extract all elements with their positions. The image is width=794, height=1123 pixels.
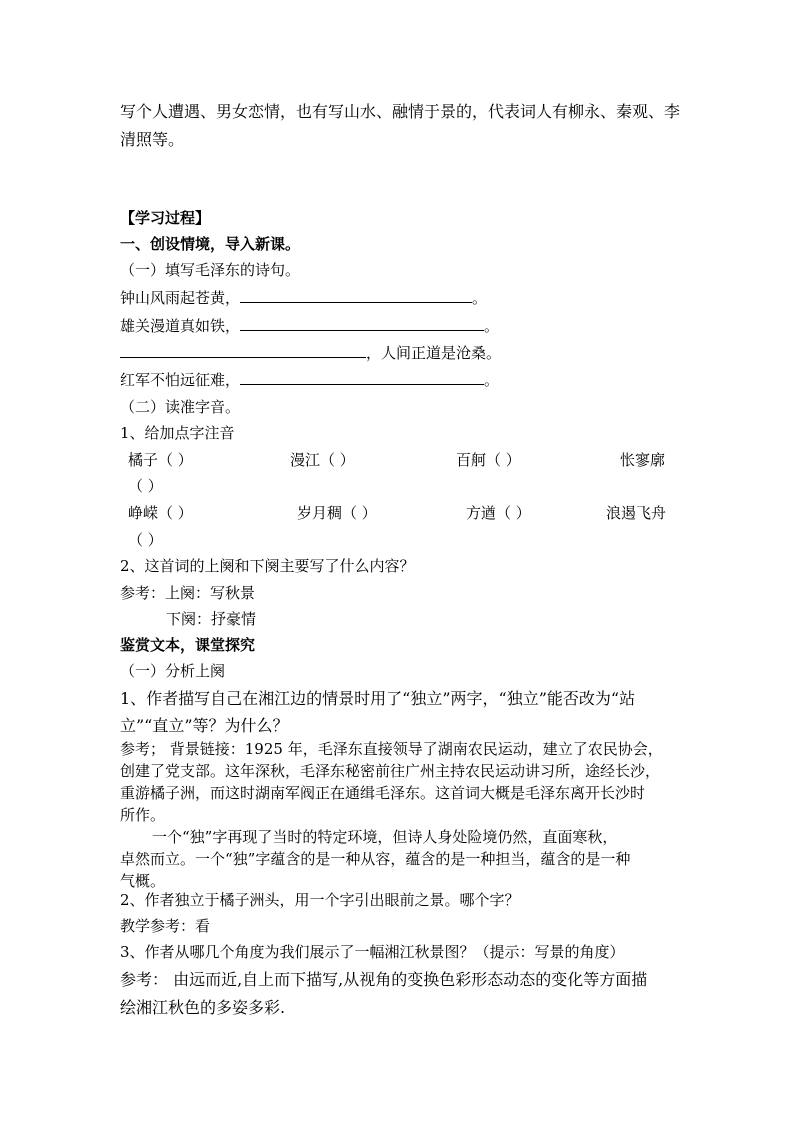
poem-line-3-text: ，人间正道是沧桑。 bbox=[366, 344, 502, 362]
section-title: 【学习过程】 bbox=[120, 209, 211, 227]
pinyin-item-8-cont: （ ） bbox=[128, 531, 163, 549]
part2-answer-3-line-1: 参考： 由远而近,自上而下描写,从视角的变换色彩形态动态的变化等方面描 bbox=[120, 970, 648, 989]
pinyin-item-4: 怅寥廓 bbox=[620, 451, 666, 469]
part2-sub1: （一）分析上阕 bbox=[120, 662, 226, 680]
fill-blank-4[interactable] bbox=[240, 370, 484, 385]
poem-line-2-text: 雄关漫道真如铁， bbox=[120, 317, 241, 335]
poem-line-2-period: 。 bbox=[484, 317, 500, 335]
poem-line-1 bbox=[120, 288, 487, 308]
reference-line-2: 创建了党支部。这年深秋，毛泽东秘密前往广州主持农民运动讲习所，途经长沙， bbox=[120, 762, 661, 780]
part2-q2: 2、作者独立于橘子洲头，用一个字引出眼前之景。哪个字？ bbox=[120, 891, 520, 909]
poem-line-4 bbox=[120, 370, 499, 390]
part2-answer-3-line-2: 绘湘江秋色的多姿多彩. bbox=[120, 998, 286, 1017]
poem-line-2 bbox=[120, 316, 499, 336]
pinyin-item-5: 峥嵘（ ） bbox=[128, 504, 193, 522]
intro-line-1: 写个人遭遇、男女恋情，也有写山水、融情于景的，代表词人有柳永、秦观、李 bbox=[120, 102, 681, 121]
poem-line-1-period: 。 bbox=[472, 289, 488, 307]
poem-line-4-text: 红军不怕远征难， bbox=[120, 371, 241, 389]
answer-2-upper: 参考：上阕：写秋景 bbox=[120, 584, 256, 602]
reference-line-5: 一个“独”字再现了当时的特定环境，但诗人身处险境仍然，直面寒秋， bbox=[152, 828, 618, 846]
pinyin-item-4-cont: （ ） bbox=[128, 477, 163, 495]
pinyin-item-8: 浪遏飞舟 bbox=[606, 504, 667, 522]
reference-line-7: 气概。 bbox=[120, 872, 166, 890]
pinyin-question: 1、给加点字注音 bbox=[120, 424, 235, 442]
pinyin-item-3: 百舸（ ） bbox=[456, 451, 521, 469]
reference-line-4: 所作。 bbox=[120, 806, 166, 824]
pinyin-item-6: 岁月稠（ ） bbox=[297, 504, 377, 522]
poem-line-1-text: 钟山风雨起苍黄， bbox=[120, 289, 241, 307]
part2-q1-line-2: 立”“直立”等？为什么？ bbox=[120, 716, 289, 735]
answer-2-lower: 下阕：抒豪情 bbox=[166, 610, 257, 628]
part2-q3: 3、作者从哪几个角度为我们展示了一幅湘江秋景图？（提示：写景的角度） bbox=[120, 943, 625, 961]
part2-q1-line-1: 1、作者描写自己在湘江边的情景时用了“独立”两字，“独立”能否改为“站 bbox=[120, 689, 636, 708]
reference-line-3: 重游橘子洲，而这时湖南军阀正在通缉毛泽东。这首词大概是毛泽东离开长沙时 bbox=[120, 784, 646, 802]
part1-heading: 一、创设情境，导入新课。 bbox=[120, 235, 301, 253]
poem-line-4-period: 。 bbox=[484, 371, 500, 389]
pinyin-item-7: 方遒（ ） bbox=[466, 504, 531, 522]
fill-blank-1[interactable] bbox=[240, 288, 472, 303]
part2-heading: 鉴赏文本，课堂探究 bbox=[120, 636, 256, 654]
part1-sub1: （一）填写毛泽东的诗句。 bbox=[120, 261, 301, 279]
reference-line-1: 参考； 背景链接：1925 年，毛泽东直接领导了湖南农民运动，建立了农民协会， bbox=[120, 740, 663, 758]
pinyin-item-1: 橘子（ ） bbox=[128, 451, 193, 469]
poem-line-3 bbox=[120, 343, 501, 363]
fill-blank-3[interactable] bbox=[120, 343, 366, 358]
pinyin-item-2: 漫江（ ） bbox=[290, 451, 355, 469]
intro-line-2: 清照等。 bbox=[120, 130, 185, 149]
reference-line-6: 卓然而立。一个“独”字蕴含的是一种从容，蕴含的是一种担当，蕴含的是一种 bbox=[120, 850, 631, 868]
part2-answer-2: 教学参考：看 bbox=[120, 917, 211, 935]
part1-sub2: （二）读准字音。 bbox=[120, 398, 241, 416]
fill-blank-2[interactable] bbox=[240, 316, 484, 331]
question-2: 2、这首词的上阕和下阕主要写了什么内容？ bbox=[120, 557, 415, 575]
